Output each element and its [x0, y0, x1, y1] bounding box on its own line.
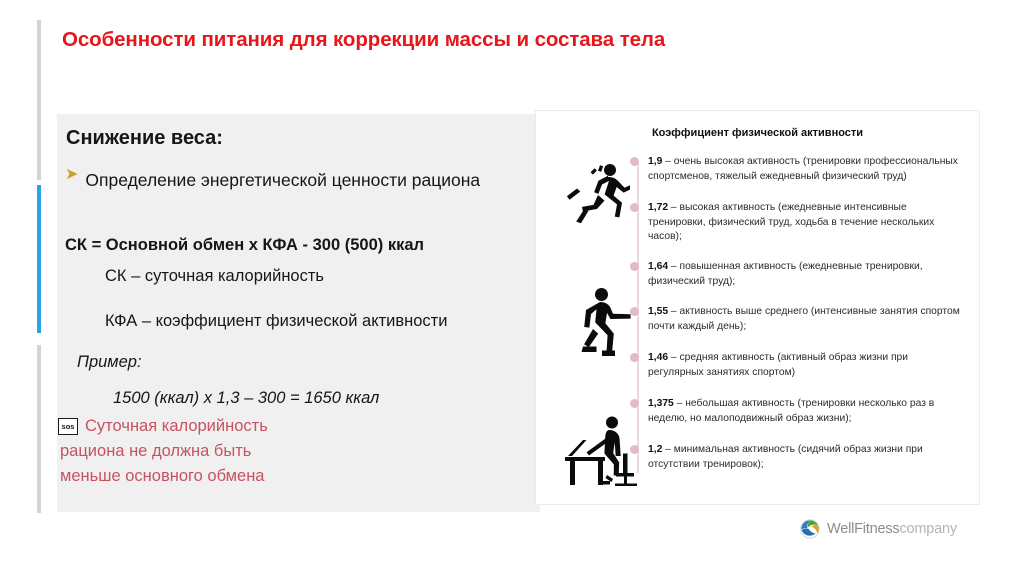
weight-loss-panel — [57, 114, 540, 512]
brand-logo — [800, 519, 957, 539]
bullet-dot-icon — [630, 262, 639, 271]
bullet-item-label: Определение энергетической ценности рациона — [85, 170, 481, 190]
brand-name: WellFitness — [827, 521, 900, 537]
accent-rail-active — [37, 185, 41, 333]
warning-note — [58, 414, 458, 489]
kfa-item — [633, 305, 965, 334]
kfa-value: 1,72 — [648, 202, 669, 213]
example-label: Пример: — [77, 353, 142, 371]
kfa-item — [633, 201, 965, 245]
warning-line-3: меньше основного обмена — [60, 467, 265, 485]
kfa-item — [633, 351, 965, 380]
kfa-description: – минимальная активность (сидячий образ жизни при отсутствии тренировок); — [648, 444, 923, 470]
bullet-dot-icon — [630, 445, 639, 454]
kfa-value: 1,2 — [648, 444, 663, 455]
kfa-item — [633, 260, 965, 289]
kfa-description: – очень высокая активность (тренировки профессиональных спортсменов, тяжелый ежедневный физический труд) — [648, 156, 958, 182]
accent-rail-bottom — [37, 345, 41, 513]
kfa-item — [633, 397, 965, 426]
kfa-value: 1,46 — [648, 352, 669, 363]
definition-kfa: КФА – коэффициент физической активности — [105, 312, 448, 330]
chevron-right-icon: ➤ — [65, 166, 79, 183]
kfa-description: – высокая активность (ежедневные интенсивные тренировки, физический труд, ходьба в течение нескольких часов); — [648, 202, 935, 242]
globe-logo-icon — [800, 519, 820, 539]
section-heading: Снижение веса: — [66, 127, 223, 149]
brand-suffix: company — [899, 521, 957, 537]
bullet-dot-icon — [630, 353, 639, 362]
kfa-value: 1,9 — [648, 156, 663, 167]
warning-line-1: Суточная калорийность — [85, 417, 268, 435]
bullet-dot-icon — [630, 399, 639, 408]
example-calculation: 1500 (ккал) х 1,3 – 300 = 1650 ккал — [113, 389, 380, 407]
kfa-description: – средняя активность (активный образ жизни при регулярных занятиях спортом) — [648, 352, 909, 378]
sos-icon: sos — [58, 418, 78, 435]
definition-sk: СК – суточная калорийность — [105, 267, 325, 285]
kfa-item — [633, 155, 965, 184]
kfa-value: 1,64 — [648, 261, 669, 272]
bullet-dot-icon — [630, 307, 639, 316]
kfa-description: – небольшая активность (тренировки несколько раз в неделю, но малоподвижный образ жизни); — [648, 398, 935, 424]
kfa-description: – повышенная активность (ежедневные тренировки, физический труд); — [648, 261, 923, 287]
squatting-person-icon — [578, 287, 634, 359]
accent-rail-top — [37, 20, 41, 180]
bullet-dot-icon — [630, 203, 639, 212]
page-title: Особенности питания для коррекции массы и состава тела — [62, 28, 666, 51]
warning-line-2: рациона не должна быть — [60, 442, 252, 460]
kfa-item — [633, 443, 965, 472]
formula-line: СК = Основной обмен х КФА - 300 (500) ккал — [65, 236, 425, 254]
kfa-value: 1,55 — [648, 306, 669, 317]
bullet-dot-icon — [630, 157, 639, 166]
bullet-item — [65, 163, 535, 198]
kfa-value: 1,375 — [648, 398, 674, 409]
kfa-description: – активность выше среднего (интенсивные занятия спортом почти каждый день); — [648, 306, 960, 332]
kfa-card — [535, 110, 980, 505]
running-person-icon — [564, 163, 630, 225]
kfa-card-title: Коэффициент физической активности — [651, 127, 864, 139]
